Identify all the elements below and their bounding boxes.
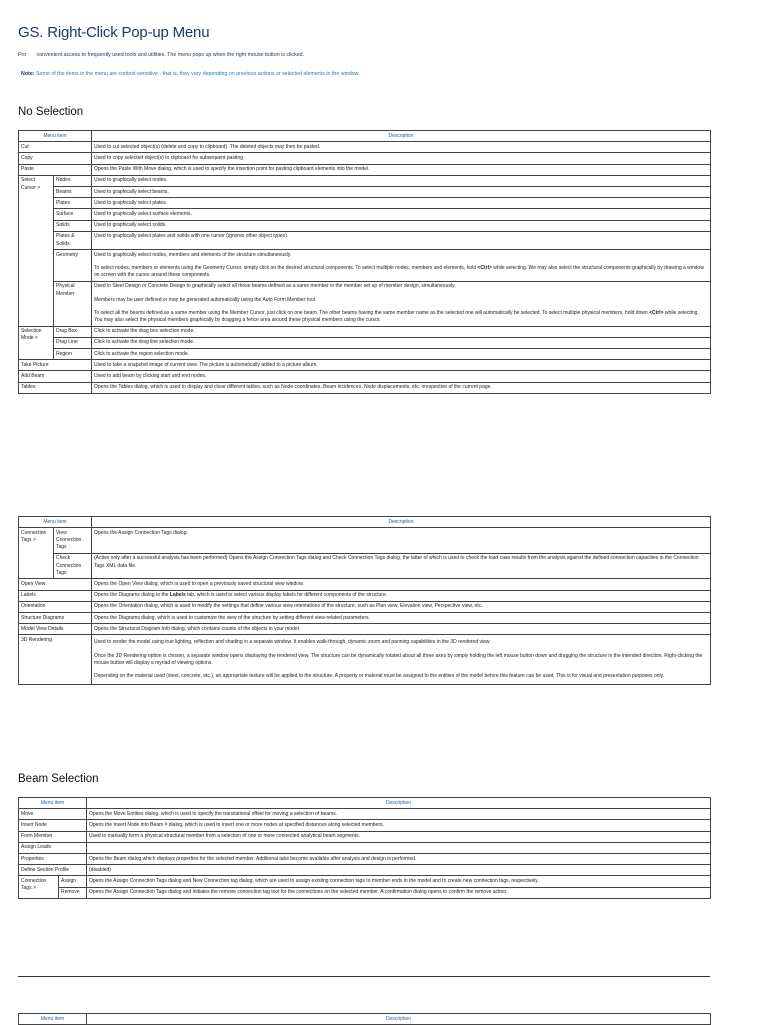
desc-assign-loads — [87, 842, 711, 853]
table-row — [19, 842, 711, 853]
table-row — [19, 371, 711, 382]
desc-beams: Used to graphically select beams. — [92, 187, 711, 198]
menu-item-check-connection-tags: Check Connection Tags — [54, 553, 92, 579]
menu-item-define-section-profile: Define Section Profile — [19, 865, 87, 876]
desc-add-beam: Used to add beam by clicking start and end nodes. — [92, 371, 711, 382]
table-row — [19, 360, 711, 371]
menu-item-drag-line: Drag Line — [54, 337, 92, 348]
menu-item-beams: Beams — [54, 187, 92, 198]
desc-text: Opens the Diagrams dialog to the — [94, 592, 170, 599]
desc-geometry-p2 — [94, 265, 708, 279]
header-menu-item: Menu item — [19, 1014, 87, 1025]
header-description: Description — [87, 1014, 711, 1025]
desc-tables: Opens the Tables dialog, which is used to display and close different tables, such as Node coordinates, Beam incidences, Node displacements, etc. irrespective of the current page. — [92, 382, 711, 393]
note-label: Note: — [21, 71, 35, 77]
header-menu-item: Menu item — [19, 798, 87, 809]
desc-plates-solids: Used to graphically select plates and solids with one cursor (ignores other object types). — [92, 231, 711, 249]
desc-labels — [92, 590, 711, 601]
group-select-cursor: Select Cursor > — [19, 175, 54, 326]
table-row — [19, 854, 711, 865]
ctrl-key-text: <Ctrl> — [477, 264, 492, 271]
table-row — [19, 231, 711, 249]
table-row — [19, 831, 711, 842]
menu-item-region: Region — [54, 349, 92, 360]
desc-view-connection-tags: Opens the Assign Connection Tags dialog. — [92, 528, 711, 554]
table-row — [19, 820, 711, 831]
desc-physical-member-p1: Used in Steel Design or Concrete Design to graphically select all those beams defined as a same member in the member set up of member design, simultaneously. — [94, 283, 456, 290]
table-header-row — [19, 517, 711, 528]
table-row — [19, 164, 711, 175]
desc-cut: Used to cut selected object(s) (delete and copy to clipboard). The deleted objects may then be pasted. — [92, 142, 711, 153]
desc-3d-rendering-p2: Once the 3D Rendering option is chosen, a separate window opens displaying the rendered view. The structure can be dynamically rotated about all three axes by simply holding the left mouse button down and dragging the structure in the intended direction. Right-clicking the mouse button will display a myriad of viewing options. — [94, 652, 703, 666]
table-row — [19, 382, 711, 393]
table-row — [19, 865, 711, 876]
menu-item-paste: Paste — [19, 164, 92, 175]
table-row — [19, 281, 711, 326]
table-row — [19, 175, 711, 186]
table-row — [19, 153, 711, 164]
menu-item-nodes: Nodes — [54, 175, 92, 186]
table-row — [19, 887, 711, 898]
desc-copy: Used to copy selected object(s) to clipboard for subsequent pasting. — [92, 153, 711, 164]
note-text — [21, 71, 360, 77]
table-next-section — [18, 1013, 711, 1025]
desc-paste: Opens the Paste With Move dialog, which is used to specify the insertion point for pasting clipboard elements into the model. — [92, 164, 711, 175]
menu-item-tables: Tables — [19, 382, 92, 393]
menu-item-assign-loads: Assign Loads — [19, 842, 87, 853]
menu-item-move: Move — [19, 809, 87, 820]
header-menu-item: Menu item — [19, 131, 92, 142]
header-description: Description — [87, 798, 711, 809]
table-row — [19, 528, 711, 554]
menu-item-structure-diagrams: Structure Diagrams — [19, 613, 92, 624]
menu-item-add-beam: Add Beam — [19, 371, 92, 382]
desc-geometry-p1: Used to graphically select nodes, members and elements of the structure simultaneously. — [94, 251, 292, 258]
desc-take-picture: Used to take a snapshot image of current view. The picture is automatically added to a picture album. — [92, 360, 711, 371]
table-row — [19, 198, 711, 209]
table-row — [19, 187, 711, 198]
desc-form-member: Used to manually form a physical structural member from a selection of one or more connected analytical beam segments. — [87, 831, 711, 842]
menu-item-view-connection-tags: View Connection Tags — [54, 528, 92, 554]
desc-text: To select nodes, members or elements using the Geometry Cursor, simply click on the desired structural components. To select multiple nodes, members and elements, hold — [94, 264, 478, 271]
desc-physical-member-p2: Members may be user defined or may be generated automatically using the Auto Form Member tool. — [94, 296, 317, 303]
desc-open-view: Opens the Open View dialog, which is used to open a previously saved structural view window. — [92, 579, 711, 590]
menu-item-labels: Labels — [19, 590, 92, 601]
desc-region: Click to activate the region selection mode. — [92, 349, 711, 360]
table-row — [19, 613, 711, 624]
table-row — [19, 809, 711, 820]
table-row — [19, 250, 711, 282]
menu-item-plates: Plates — [54, 198, 92, 209]
desc-move: Opens the Move Entities dialog, which is used to specify the translational offset for moving a selection of beams. — [87, 809, 711, 820]
table-header-row — [19, 1014, 711, 1025]
menu-item-physical-member: Physical Member — [54, 281, 92, 326]
menu-item-assign: Assign — [59, 876, 87, 887]
table-row — [19, 209, 711, 220]
menu-item-model-view-details: Model View Details — [19, 624, 92, 635]
header-description: Description — [92, 131, 711, 142]
menu-item-form-member: Form Member — [19, 831, 87, 842]
desc-properties: Opens the Beam dialog which displays properties for the selected member. Additional tabs become available after analysis and design is performed. — [87, 854, 711, 865]
menu-item-take-picture: Take Picture — [19, 360, 92, 371]
section-heading-beam-selection: Beam Selection — [18, 773, 99, 785]
desc-text: To select all the beams defined as a same member using the Member Cursor, just click on one beam. The other beams having the same member name as the selected one will automatically be selected. To select multiple physical members, hold down — [94, 309, 650, 316]
menu-item-surface: Surface — [54, 209, 92, 220]
desc-assign: Opens the Assign Connection Tags dialog and New Connection tag dialog, which are used to assign existing connection tags to member ends in the model and to create new connection tags, respectively. — [87, 876, 711, 887]
desc-nodes: Used to graphically select nodes. — [92, 175, 711, 186]
table-row — [19, 337, 711, 348]
menu-item-orientation: Orientation — [19, 601, 92, 612]
desc-orientation: Opens the Orientation dialog, which is used to modify the settings that define various view orientations of the structure, such as Plan view, Elevation view, Perspective view, etc. — [92, 601, 711, 612]
desc-solids: Used to graphically select solids. — [92, 220, 711, 231]
table-header-row — [19, 798, 711, 809]
table-row — [19, 579, 711, 590]
table-header-row — [19, 131, 711, 142]
table-row — [19, 876, 711, 887]
desc-define-section-profile: (disabled) — [87, 865, 711, 876]
desc-text: while selecting. You may also select the physical members graphically by dragging a fence area around these physical members using the cursor. — [94, 309, 699, 323]
header-menu-item: Menu item — [19, 517, 92, 528]
group-connection-tags: Connection Tags > — [19, 528, 54, 579]
desc-surface: Used to graphically select surface elements. — [92, 209, 711, 220]
desc-3d-rendering-p3: Depending on the material used (steel, concrete, etc.), an appropriate texture will be applied to the structure. A property or material must be assigned to the entities of the model before this feature can be used. This is for visual and presentation purposes only. — [94, 673, 665, 680]
menu-item-plates-solids: Plates & Solids — [54, 231, 92, 249]
desc-remove: Opens the Assign Connection Tags dialog and initiates the remove connection tag tool for the connections on the selected member. A confirmation dialog opens to confirm the remove action. — [87, 887, 711, 898]
group-beam-connection-tags: Connection Tags > — [19, 876, 59, 898]
menu-item-solids: Solids — [54, 220, 92, 231]
desc-text: while selecting. We may also select the structural components graphically by drawing a window on screen with the cursor around these components. — [94, 264, 704, 279]
desc-3d-rendering — [92, 635, 711, 685]
table-row — [19, 349, 711, 360]
menu-item-properties: Properties — [19, 854, 87, 865]
ctrl-key-text: <Ctrl> — [649, 309, 664, 316]
table-beam-selection — [18, 797, 711, 899]
desc-text: tab, which is used to select various display labels for different components of the structure. — [185, 592, 388, 599]
desc-structure-diagrams: Opens the Diagrams dialog, which is used to customize the view of the structure by setting different view-related parameters. — [92, 613, 711, 624]
page-title: GS. Right-Click Pop-up Menu — [18, 24, 210, 41]
group-selection-mode: Selection Mode > — [19, 326, 54, 360]
labels-tab-text: Labels — [169, 592, 186, 599]
table-row — [19, 220, 711, 231]
header-description: Description — [92, 517, 711, 528]
desc-physical-member-p3 — [94, 310, 708, 324]
menu-item-insert-node: Insert Node — [19, 820, 87, 831]
menu-item-open-view: Open View — [19, 579, 92, 590]
table-row — [19, 590, 711, 601]
desc-3d-rendering-p1: Used to render the model using true lighting, reflection and shading in a separate window. It enables walk-through, dynamic zoom and panning capabilities in the 3D rendered view. — [94, 639, 491, 646]
desc-check-connection-tags: (Active only after a successful analysis has been performed) Opens the Assign Connection Tags dialog and Check Connection Tags dialog, the latter of which is used to check the load case results from the analysis against the defined connection capacities in the Connection Tags XML data file. — [92, 553, 711, 579]
desc-drag-box: Click to activate the drag box selection mode. — [92, 326, 711, 337]
desc-model-view-details: Opens the Structural Diagram Info dialog, which contains counts of the objects in your model. — [92, 624, 711, 635]
table-row — [19, 326, 711, 337]
intro-text: Pro convenient access to frequently used tools and utilities. The menu pops up when the right mouse button is clicked. — [18, 52, 305, 58]
table-no-selection — [18, 130, 711, 394]
menu-item-geometry: Geometry — [54, 250, 92, 282]
horizontal-divider — [18, 976, 710, 977]
menu-item-cut: Cut — [19, 142, 92, 153]
menu-item-drag-box: Drag Box — [54, 326, 92, 337]
desc-physical-member — [92, 281, 711, 326]
table-row — [19, 635, 711, 685]
desc-drag-line: Click to activate the drag line selection mode. — [92, 337, 711, 348]
desc-geometry — [92, 250, 711, 282]
note-body: Some of the items in the menu are context-sensitive - that is, they vary depending on previous actions or selected elements in the window. — [34, 71, 360, 77]
section-heading-no-selection: No Selection — [18, 106, 84, 118]
table-row — [19, 601, 711, 612]
menu-item-remove: Remove — [59, 887, 87, 898]
table-no-selection-continued — [18, 516, 711, 685]
table-row — [19, 553, 711, 579]
desc-plates: Used to graphically select plates. — [92, 198, 711, 209]
table-row — [19, 142, 711, 153]
menu-item-3d-rendering: 3D Rendering — [19, 635, 92, 685]
menu-item-copy: Copy — [19, 153, 92, 164]
desc-insert-node: Opens the Insert Node into Beam # dialog, which is used to insert one or more nodes at specified distances along selected members. — [87, 820, 711, 831]
table-row — [19, 624, 711, 635]
